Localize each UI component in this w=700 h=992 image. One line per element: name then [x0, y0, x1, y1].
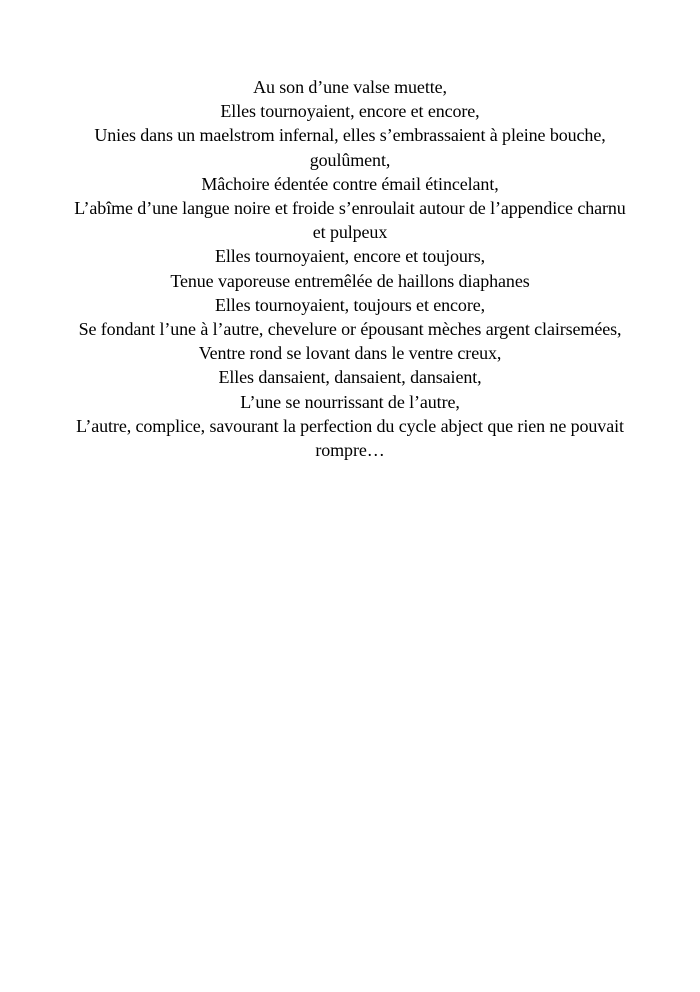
poem-line: Elles tournoyaient, encore et encore,: [220, 101, 480, 122]
poem-line: L’abîme d’une langue noire et froide s’enroulait autour de l’appendice charnu et pulpeux: [74, 198, 626, 243]
poem-line: Elles tournoyaient, encore et toujours,: [214, 246, 486, 267]
poem-line: Mâchoire édentée contre émail étincelant,: [201, 173, 499, 194]
poem-line: Elles tournoyaient, toujours et encore,: [214, 294, 486, 315]
poem-line: Ventre rond se lovant dans le ventre creux,: [198, 343, 502, 364]
poem-line: Unies dans un maelstrom infernal, elles s’embrassaient à pleine bouche, goulûment,: [94, 125, 606, 170]
poem-line: Se fondant l’une à l’autre, chevelure or épousant mèches argent clairsemées,: [78, 319, 622, 340]
poem-text: [70, 75, 630, 462]
poem-line: L’une se nourrissant de l’autre,: [240, 391, 460, 412]
poem-line: Elles dansaient, dansaient, dansaient,: [218, 367, 482, 388]
poem-line: L’autre, complice, savourant la perfection du cycle abject que rien ne pouvait rompre…: [76, 415, 624, 461]
poem-line: Tenue vaporeuse entremêlée de haillons diaphanes: [170, 270, 530, 291]
poem-line: Au son d’une valse muette,: [253, 77, 447, 97]
